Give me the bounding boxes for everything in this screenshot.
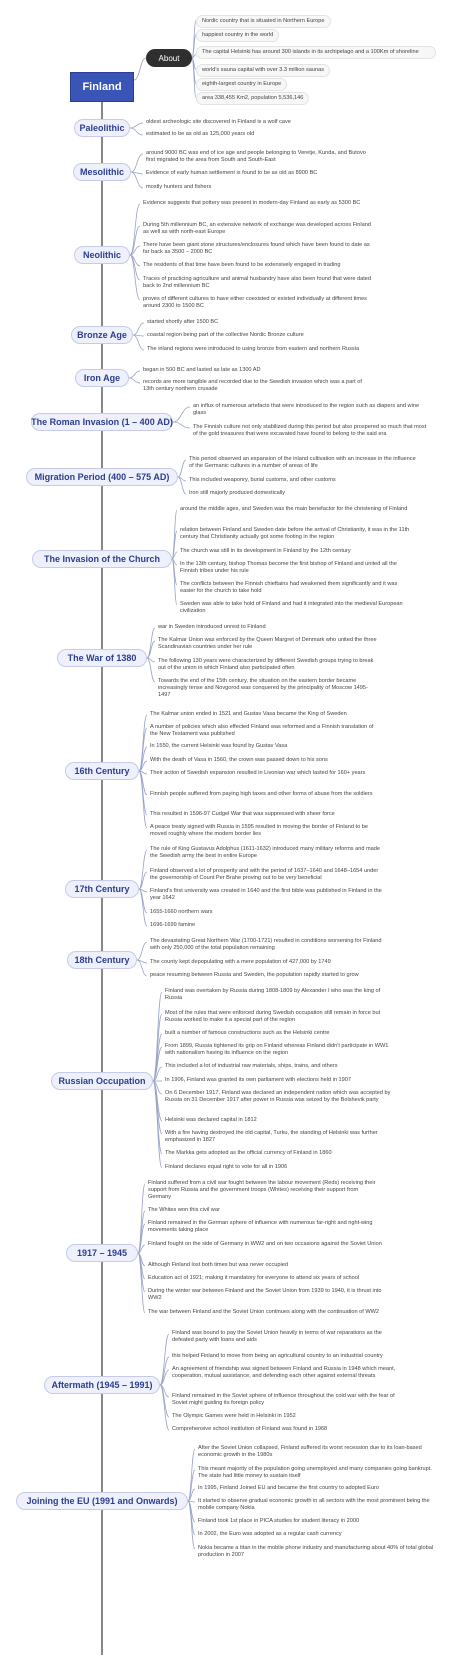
- topic-detail-item: around the middle ages, and Sweden was the main benefactor for the christening of Finland: [180, 506, 408, 512]
- topic-detail-item: With a fire having destroyed the old capital, Turku, the standing of Helsinki was further emphasized in 1827: [165, 1130, 378, 1143]
- topic-detail-item: The following 130 years were characterized by different Swedish groups trying to break out of the union in which Finland also participated often: [158, 658, 374, 671]
- connector-line: [139, 771, 147, 815]
- topic-detail-item: During 5th millennium BC, an extensive network of exchange was developed across Finland as well as with north-east Europe: [143, 222, 371, 235]
- topic-detail-item: In 2002, the Euro was adopted as a regular cash currency: [198, 1531, 342, 1537]
- topic-detail-item: This meant majority of the population going unemployed and many companies going bankrupt. The state had little money to sustain itself: [198, 1466, 432, 1479]
- topic-detail-item: The Whites won this civil war: [148, 1207, 220, 1213]
- connector-line: [139, 850, 147, 889]
- topic-detail-item: Finland took 1st place in PICA studies for student literacy in 2000: [198, 1518, 360, 1524]
- connector-line: [173, 407, 190, 422]
- connector-line: [130, 128, 143, 135]
- connector-line: [130, 123, 143, 128]
- connector-line: [138, 1184, 145, 1253]
- topic-detail-item: Finland was bound to pay the Soviet Union heavily in terms of war reparations as the defeated party with loans and aids: [172, 1330, 382, 1343]
- connector-line: [133, 323, 144, 335]
- topic-detail-item: Finnish people suffered from paying high taxes and other forms of abuse from the soldiers: [150, 791, 373, 797]
- topic-detail-item: Towards the end of the 15th century, the situation on the eastern border became increasingly tense and Novgorod was conquered by the principality of Moscow 1495-1497: [158, 678, 368, 698]
- connector-line: [137, 960, 147, 976]
- topic-node[interactable]: 1917 – 1945: [66, 1244, 138, 1262]
- topic-detail-item: estimated to be as old as 125,000 years old: [146, 131, 255, 137]
- topic-detail-item: An agreement of friendship was signed between Finland and Russia in 1948 which meant, cooperation, mutual assistance, and defending each other against external threats: [172, 1366, 396, 1379]
- connector-line: [172, 510, 177, 559]
- connector-line: [147, 628, 155, 658]
- topic-detail-item: Finland declares equal right to vote for all in 1906: [165, 1164, 288, 1170]
- topic-node[interactable]: Migration Period (400 – 575 AD): [26, 468, 178, 486]
- topic-detail-item: started shortly after 1500 BC: [147, 319, 219, 325]
- topic-detail-item: peace resuming between Russia and Sweden, the population rapidly started to grow: [150, 972, 359, 978]
- connector-line: [129, 378, 140, 383]
- topic-detail-item: This included a lot of industrial raw materials, ships, trains, and others: [165, 1063, 338, 1069]
- about-item: eighth-largest country in Europe: [196, 78, 287, 91]
- topic-detail-item: The inland regions were introduced to using bronze from eastern and northern Russia: [147, 346, 360, 352]
- topic-detail-item: During the winter war between Finland and the Soviet Union from 1939 to 1940, it is thrust into WW2: [148, 1288, 382, 1301]
- topic-detail-item: From 1899, Russia tightened its grip on Finland whereas Finland didn't participate in WW1 with nationalism having its influence on the region: [165, 1043, 389, 1056]
- topic-node[interactable]: The Roman Invasion (1 – 400 AD): [31, 413, 173, 431]
- about-item: happiest country in the world: [196, 29, 279, 42]
- about-item: Nordic country that is situated in Northern Europe: [196, 15, 331, 28]
- topic-detail-item: A number of policies which also effected Finland was reformed and a Finnish translation of the New Testament was published: [150, 724, 374, 737]
- topic-detail-item: In 1550, the current Helsinki was found by Gustav Vasa: [150, 743, 288, 749]
- topic-detail-item: Finland fought on the side of Germany in WW2 and on two occasions against the Soviet Union: [148, 1241, 382, 1247]
- topic-detail-item: relation between Finland and Sweden date before the arrival of Christianity, it was in the 11th century that Christianity actually got some footing in the region: [180, 527, 410, 540]
- topic-node[interactable]: 17th Century: [65, 880, 139, 898]
- topic-detail-item: Most of the rules that were enforced during Swedish occupation still remain in force but Russia worked to make it a special part of the region: [165, 1010, 381, 1023]
- topic-detail-item: Finland observed a lot of prosperity and with the period of 1637–1640 and 1648–1654 under the governorship of Count Per Brahe proving out to be very beneficial: [150, 868, 379, 881]
- connector-line: [188, 1449, 195, 1501]
- topic-detail-item: The war between Finland and the Soviet Union continues along with the continuation of WW2: [148, 1309, 380, 1315]
- connector-line: [138, 1253, 145, 1313]
- connector-line: [139, 728, 147, 771]
- topic-detail-item: around 9000 BC was end of ice age and people belonging to Veretje, Kunda, and Butovo first migrated to the area from South and South-East: [146, 150, 366, 163]
- about-item: world's sauna capital with over 3.3 million saunas: [196, 64, 330, 77]
- topic-detail-item: Finland's first university was created in 1640 and the first bible was published in Finland in the year 1642: [150, 888, 382, 901]
- topic-detail-item: proves of different cultures to have either coexisted or existed individually at different times around 2300 to 1500 BC: [143, 296, 367, 309]
- connector-line: [139, 889, 147, 926]
- topic-detail-item: 1655-1660 northern wars: [150, 909, 213, 915]
- connector-line: [130, 255, 140, 300]
- topic-detail-item: The conflicts between the Finnish chieftains had weakened them significantly and it was easier for the church to take hold: [180, 581, 398, 594]
- topic-detail-item: The Finnish culture not only stabilized during this period but also prospered so much that most of the gold treasures that were excavated have found to belong to the said era: [193, 424, 427, 437]
- about-topic[interactable]: About: [146, 49, 192, 67]
- topic-detail-item: In the 13th century, bishop Thomas become the first bishop of Finland and united all the Finnish tribes under his rule: [180, 561, 397, 574]
- topic-detail-item: The Kalmar Union was enforced by the Queen Margret of Denmark who united the three Scandinavian countries under her rule: [158, 637, 377, 650]
- topic-node[interactable]: Paleolithic: [74, 119, 130, 137]
- topic-detail-item: On 6 December 1917, Finland was declared an independent nation which was accepted by Russia on 31 December 1917 after power in Russia was seized by the Bolshevik party: [165, 1090, 391, 1103]
- about-item: The capital Helsinki has around 300 islands in its archipelago and a 100Km of shoreline: [196, 46, 436, 59]
- topic-node[interactable]: 18th Century: [67, 951, 137, 969]
- connector-line: [134, 58, 146, 80]
- topic-detail-item: this helped Finland to move from being an agricultural country to an industrial country: [172, 1353, 383, 1359]
- topic-detail-item: Iron still majorly produced domestically: [189, 490, 286, 496]
- topic-detail-item: The Kalmar union ended in 1521 and Gustav Vasa became the King of Sweden: [150, 711, 347, 717]
- connector-line: [172, 559, 177, 605]
- topic-detail-item: Sweden was able to take hold of Finland and had it integrated into the medieval European civilization: [180, 601, 403, 614]
- connector-line: [137, 942, 147, 960]
- connector-line: [188, 1501, 195, 1549]
- topic-detail-item: With the death of Vasa in 1560, the crown was passed down to his sons: [150, 757, 328, 763]
- topic-detail-item: The Olympic Games were held in Helsinki in 1952: [172, 1413, 296, 1419]
- connector-line: [131, 154, 143, 172]
- topic-node[interactable]: Mesolithic: [73, 163, 131, 181]
- topic-detail-item: Finland was overtaken by Russia during 1808-1809 by Alexander I who was the king of Russia: [165, 988, 381, 1001]
- topic-detail-item: mostly hunters and fishers: [146, 184, 212, 190]
- topic-detail-item: The residents of that time have been found to be extensively engaged in trading: [143, 262, 341, 268]
- connector-line: [130, 204, 140, 255]
- topic-detail-item: Although Finland lost both times but was never occupied: [148, 1262, 288, 1268]
- topic-node[interactable]: Aftermath (1945 – 1991): [44, 1376, 160, 1394]
- topic-node[interactable]: 16th Century: [65, 762, 139, 780]
- connector-line: [153, 1014, 162, 1081]
- topic-detail-item: began in 500 BC and lasted as late as 1300 AD: [143, 367, 261, 373]
- connector-line: [160, 1385, 169, 1417]
- topic-detail-item: In 1906, Finland was granted its own parliament with elections held in 1907: [165, 1077, 351, 1083]
- topic-detail-item: Finland remained in the Soviet sphere of influence throughout the cold war with the fear of Soviet might guiding its foreign policy: [172, 1393, 395, 1406]
- topic-detail-item: Finland remained in the German sphere of influence with numerous far-right and right-wing movements taking place: [148, 1220, 373, 1233]
- topic-node[interactable]: Neolithic: [74, 246, 130, 264]
- topic-node[interactable]: The War of 1380: [57, 649, 147, 667]
- connector-line: [133, 335, 144, 350]
- topic-detail-item: This resulted in 1596-97 Cudgel War that was suppressed with sheer force: [150, 811, 335, 817]
- topic-node[interactable]: The Invasion of the Church: [32, 550, 172, 568]
- topic-detail-item: It started to observe gradual economic growth in all sectors with the most prominent being the mobile company Nokia: [198, 1498, 430, 1511]
- connector-line: [178, 460, 186, 477]
- connector-line: [153, 1081, 162, 1168]
- topic-detail-item: The devastating Great Northern War (1700-1721) resulted in conditions worsening for Finland with only 250,000 of the total population remaining: [150, 938, 382, 951]
- topic-node[interactable]: Iron Age: [75, 369, 129, 387]
- topic-detail-item: Nokia became a titan in the mobile phone industry and manufacturing about 40% of total global production in 2007: [198, 1545, 434, 1558]
- topic-detail-item: After the Soviet Union collapsed, Finland suffered its worst recession due to its loan-based economic growth in the 1980s: [198, 1445, 422, 1458]
- connector-line: [173, 422, 190, 428]
- connector-line: [139, 715, 147, 771]
- topic-detail-item: war in Sweden introduced unrest to Finland: [158, 624, 266, 630]
- topic-detail-item: Comprehensive school institution of Finland was found in 1968: [172, 1426, 328, 1432]
- topic-detail-item: built a number of famous constructions such as the Helsinki centre: [165, 1030, 330, 1036]
- topic-detail-item: A peace treaty signed with Russia in 1595 resulted in moving the border of Finland to be moved roughly where the modern border lies: [150, 824, 368, 837]
- topic-detail-item: Evidence of early human settlement is found to be as old as 8900 BC: [146, 170, 318, 176]
- connector-line: [131, 172, 143, 188]
- topic-detail-item: coastal region being part of the collective Nordic Bronze culture: [147, 332, 304, 338]
- topic-detail-item: This period observed an expansion of the inland cultivation with an increase in the influence of the Germanic cultures in a number of areas of life: [189, 456, 416, 469]
- topic-detail-item: Finland suffered from a civil war fought between the labour movement (Reds) receiving their support from Russia and the government troops (Whites) receiving their support from Germany: [148, 1180, 376, 1200]
- topic-detail-item: The church was still in its development in Finland by the 12th century: [180, 548, 351, 554]
- connector-line: [139, 771, 147, 828]
- topic-detail-item: This included weaponry, burial customs, and other customs: [189, 477, 336, 483]
- topic-detail-item: records are more tangible and recorded due to the Swedish invasion which was a part of 13th century northern crusade: [143, 379, 362, 392]
- topic-detail-item: In 1995, Finland Joined EU and became the first country to adopted Euro: [198, 1485, 379, 1491]
- topic-node[interactable]: Joining the EU (1991 and Onwards): [16, 1492, 188, 1510]
- topic-node[interactable]: Bronze Age: [71, 326, 133, 344]
- about-item: area 338,455 Km2, population 5,536,146: [196, 92, 309, 105]
- topic-detail-item: Their action of Swedish expansion resulted in Livonian war which lasted for 160+ years: [150, 770, 366, 776]
- connector-line: [129, 371, 140, 378]
- topic-detail-item: Evidence suggests that pottery was present in modern-day Finland as early as 5300 BC: [143, 200, 361, 206]
- topic-detail-item: The rule of King Gustavus Adolphus (1611-1632) introduced many military reforms and made the Swedish army the best in entire Europe: [150, 846, 380, 859]
- topic-detail-item: Education act of 1921; making it mandatory for everyone to attend six years of school: [148, 1275, 360, 1281]
- root-topic[interactable]: Finland: [70, 72, 134, 102]
- topic-detail-item: The Markka gets adopted as the official currency of Finland in 1860: [165, 1150, 332, 1156]
- topic-detail-item: There have been giant stone structures/enclosures found which have been found to date as far back as 3500 – 2000 BC: [143, 242, 370, 255]
- topic-detail-item: The county kept depopulating with a mere population of 427,000 by 1749: [150, 959, 331, 965]
- topic-detail-item: oldest archeologic site discovered in Finland is a wolf cave: [146, 119, 291, 125]
- topic-node[interactable]: Russian Occupation: [51, 1072, 153, 1090]
- topic-detail-item: 1696-1699 famine: [150, 922, 196, 928]
- topic-detail-item: Traces of practicing agriculture and animal husbandry have also been found that were dated back to 2nd millennium BC: [143, 276, 372, 289]
- topic-detail-item: an influx of numerous artefacts that were introduced to the region such as diapers and wine glass: [193, 403, 420, 416]
- topic-detail-item: Helsinki was declared capital in 1812: [165, 1117, 257, 1123]
